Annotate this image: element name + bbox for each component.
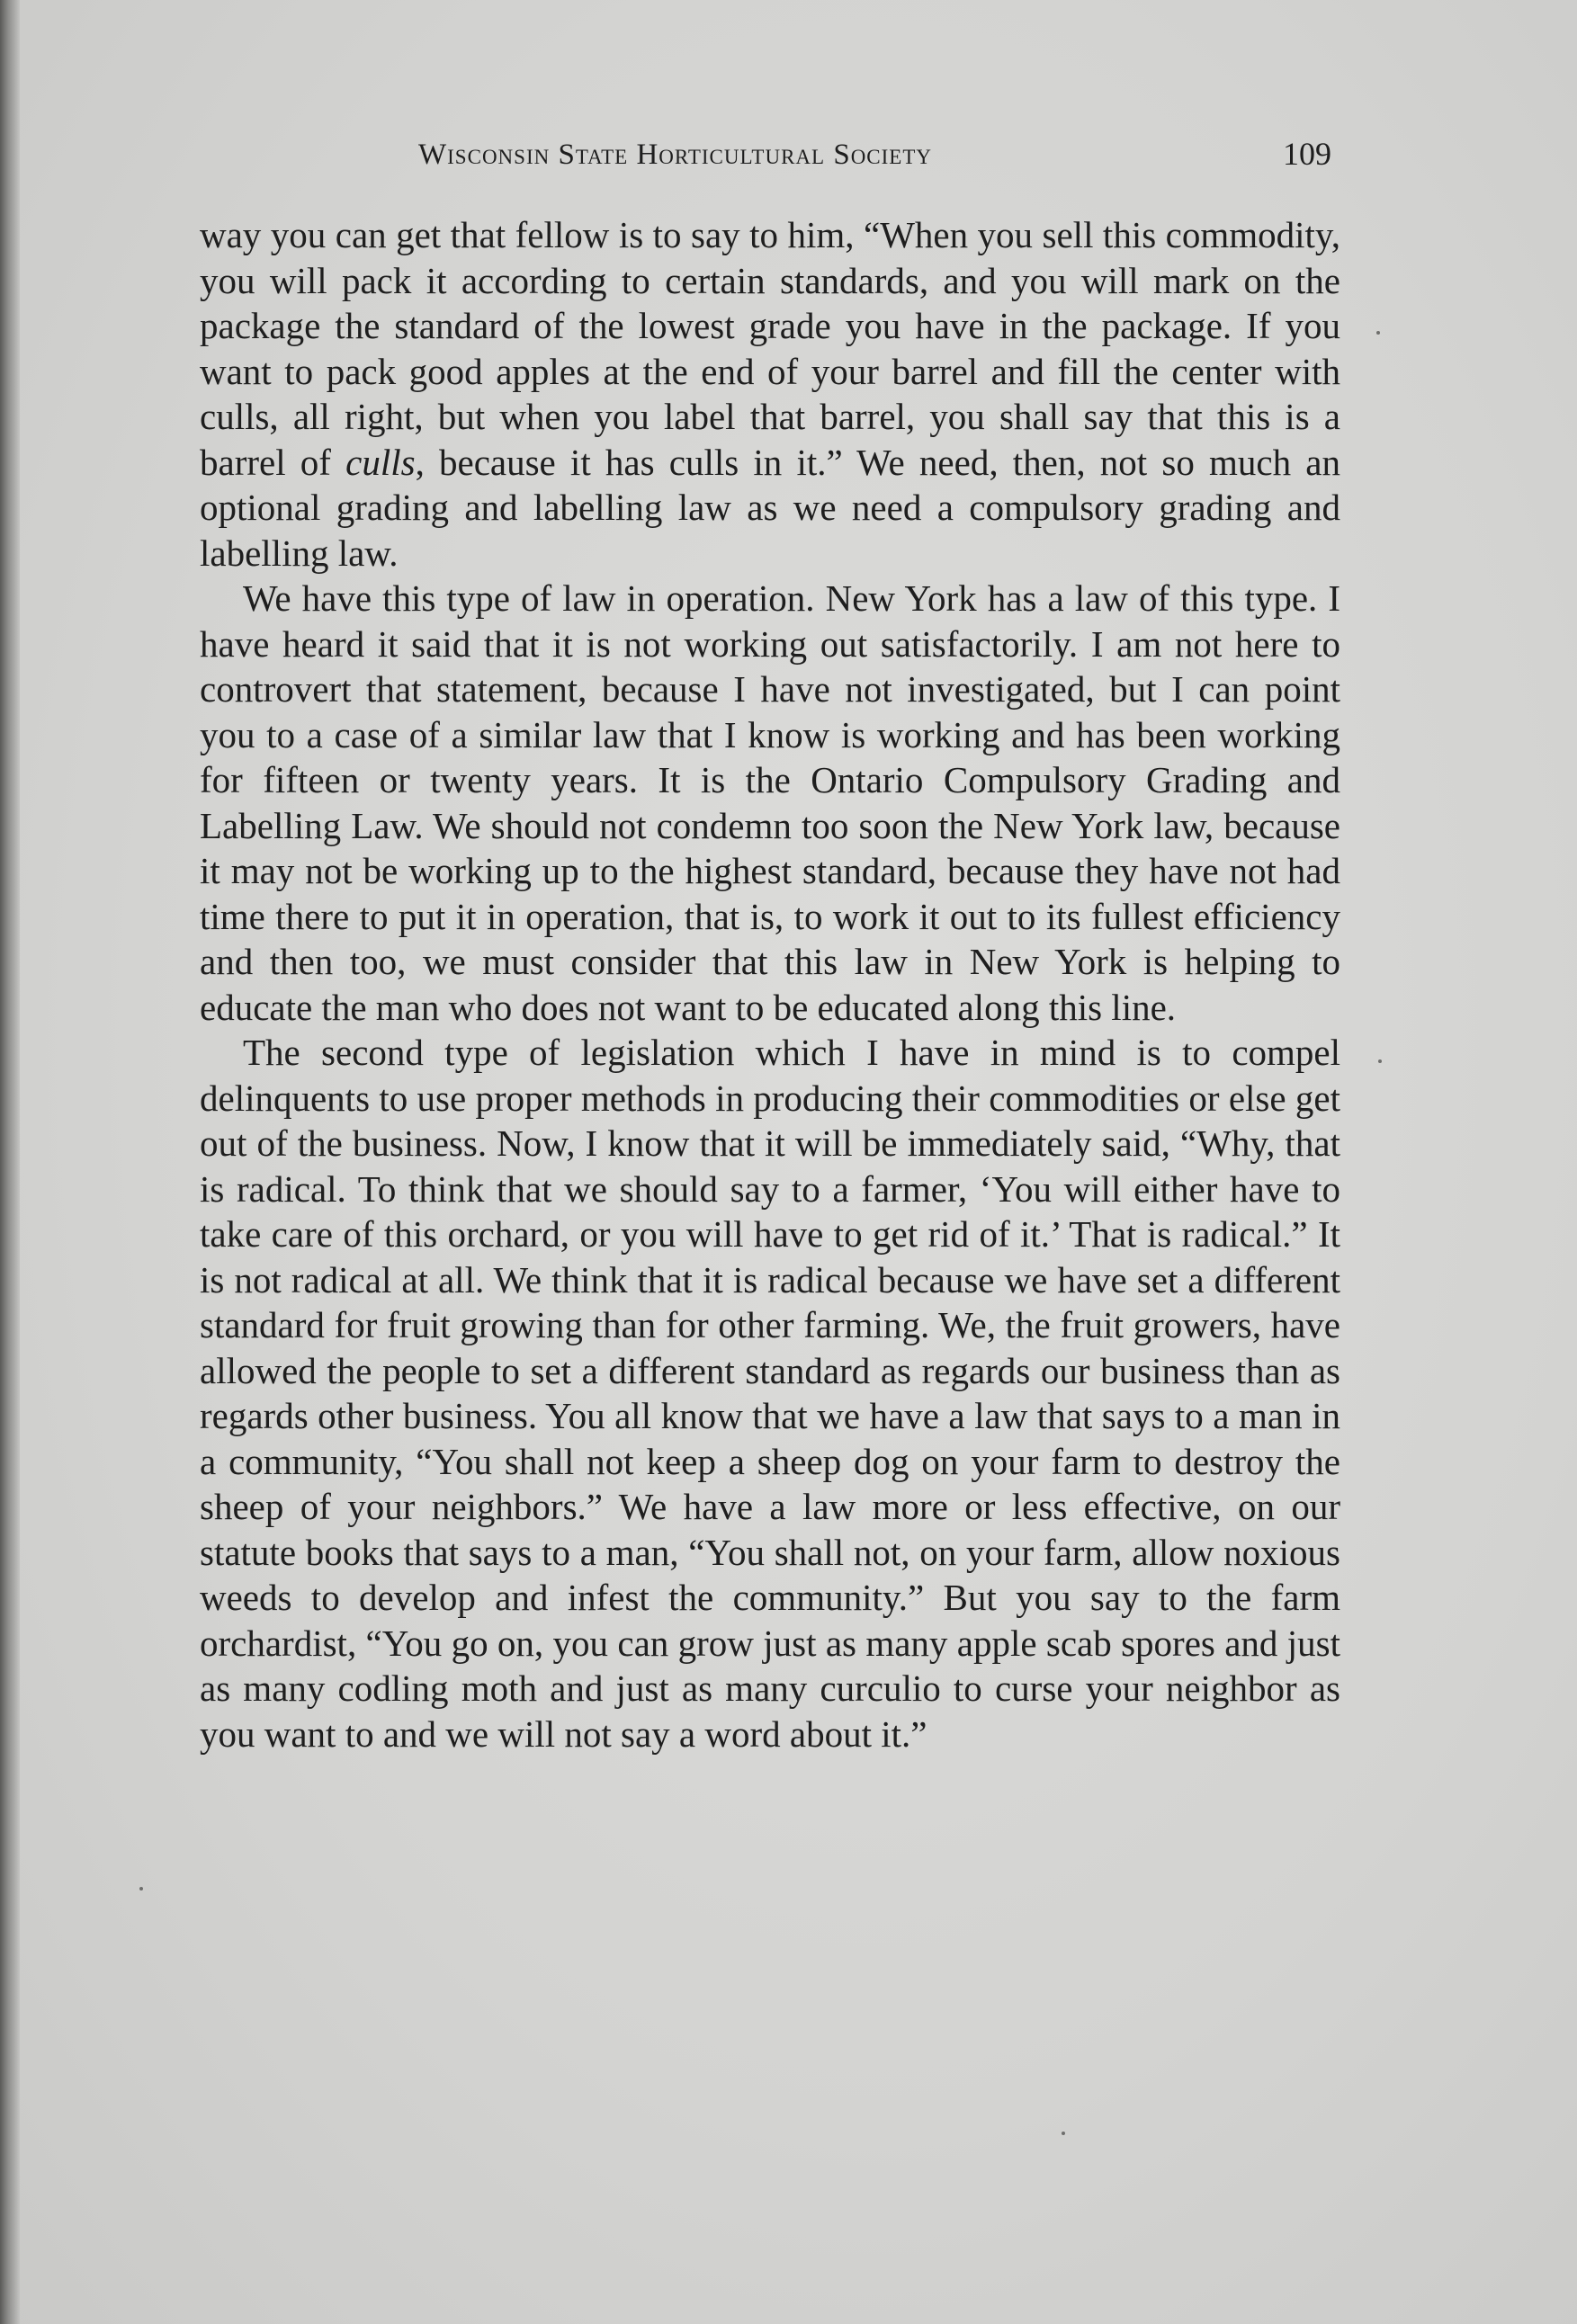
paragraph-1-text-after: , because it has culls in it.” We need, then, not so much an optional grading and labelling law as we need a compulsory grading and labelling law. [200,441,1340,574]
paragraph-3: The second type of legislation which I have in mind is to compel delinquents to use proper methods in producing their commodities or else get out of the business. Now, I know that it will be immediately said, “Why, that is radical. To think that we should say to a farmer, ‘You will either have to take care of this orchard, or you will have to get rid of it.’ That is radical.” It is not radical at all. We think that it is radical because we have set a different standard for fruit growing than for other farming. We, the fruit growers, have allowed the people to set a different standard as regards our business than as regards other business. You all know that we have a law that says to a man in a community, “You shall not keep a sheep dog on your farm to destroy the sheep of your neighbors.” We have a law more or less effective, on our statute books that says to a man, “You shall not, on your farm, allow noxious weeds to develop and infest the community.” But you say to the farm orchardist, “You go on, you can grow just as many apple scab spores and just as many codling moth and just as many curculio to curse your neighbor as you want to and we will not say a word about it.” [200,1032,1340,1755]
running-title: Wisconsin State Horticultural Society [418,139,933,171]
paragraph-1 [200,212,1340,576]
body-text [200,212,1340,1756]
page-binding-edge [0,0,20,2324]
paper-speck [1062,2132,1065,2135]
paragraph-1-italic-culls: culls [345,441,416,483]
paper-speck [1376,331,1380,335]
paper-speck [139,1887,143,1890]
page-number: 109 [1283,136,1331,172]
running-head [198,135,1331,180]
paragraph-2: We have this type of law in operation. New York has a law of this type. I have heard it said that it is not working out satisfactorily. I am not here to controvert that statement, because I have not investigated, but I can point you to a case of a similar law that I know is working and has been working for fifteen or twenty years. It is the Ontario Compulsory Grading and Labelling Law. We should not condemn too soon the New York law, because it may not be working up to the highest standard, because they have not had time there to put it in operation, that is, to work it out to its fullest efficiency and then too, we must consider that this law in New York is helping to educate the man who does not want to be educated along this line. [200,577,1340,1028]
paragraph-1-text: way you can get that fellow is to say to him, “When you sell this commodity, you will pack it according to certain standards, and you will mark on the package the standard of the lowest grade you have in the package. If you want to pack good apples at the end of your barrel and fill the center with culls, all right, but when you label that barrel, you shall say that this is a barrel of [200,214,1340,483]
paper-speck [1378,1059,1382,1063]
